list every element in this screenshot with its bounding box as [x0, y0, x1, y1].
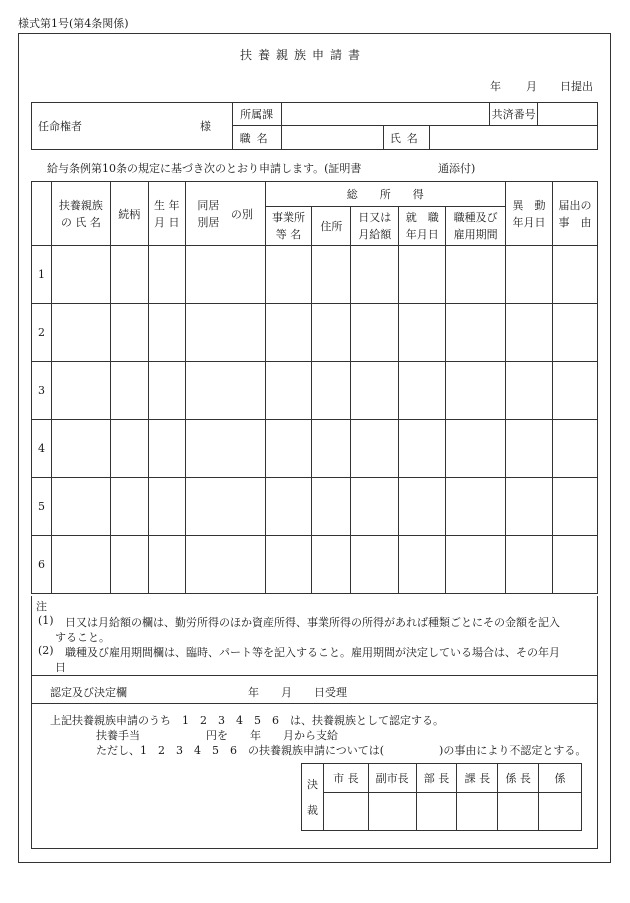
approval-seal-vice-mayor[interactable] [368, 793, 416, 831]
authority-label: 任命権者 [38, 120, 82, 133]
col-birth: 生 年 月 日 [148, 182, 185, 246]
approval-title-mayor: 市 長 [323, 764, 368, 793]
col-business: 事業所 等 名 [265, 207, 312, 246]
decision-received: 年 月 日受理 [248, 686, 347, 699]
approval-title-staff: 係 [539, 764, 582, 793]
table-row [32, 536, 598, 594]
col-reason: 届出の 事 由 [552, 182, 597, 246]
header-table [31, 102, 598, 150]
approval-title-section-head: 課 長 [457, 764, 498, 793]
col-address: 住所 [312, 207, 351, 246]
approval-seal-chief[interactable] [498, 793, 539, 831]
col-income-group: 総 所 得 [265, 182, 506, 207]
date-month: 月 [526, 80, 537, 93]
notes-heading: 注 [36, 600, 47, 613]
approval-title-vice-mayor: 副市長 [368, 764, 416, 793]
row-number-header [32, 182, 52, 246]
dependents-table [31, 181, 598, 594]
row-number: 5 [32, 478, 52, 536]
job-field[interactable] [281, 126, 384, 150]
row-number: 3 [32, 362, 52, 420]
note-1-number: (1) [38, 614, 54, 627]
decision-line-2: 扶養手当 円を 年 月から支給 [96, 729, 338, 742]
statement-attach: 通添付) [438, 162, 476, 175]
note-1-line-2: すること。 [55, 631, 110, 644]
statement-text: 給与条例第10条の規定に基づき次のとおり申請します。(証明書 [47, 162, 362, 175]
decision-line-3: ただし、1 2 3 4 5 6 の扶養親族申請については( )の事由により不認定とする。 [96, 744, 587, 757]
approval-seal-section-head[interactable] [457, 793, 498, 831]
approval-label: 決 裁 [302, 764, 324, 831]
authority-cell [32, 103, 233, 150]
form-id: 様式第1号(第4条関係) [18, 17, 129, 30]
dept-field[interactable] [281, 103, 490, 126]
name-label: 氏名 [384, 126, 430, 150]
date-day: 日提出 [560, 80, 593, 93]
col-relation: 続柄 [110, 182, 148, 246]
approval-table [301, 763, 582, 831]
name-field[interactable] [430, 126, 598, 150]
col-change-date: 異 動 年月日 [506, 182, 553, 246]
approval-title-chief: 係 長 [498, 764, 539, 793]
job-label: 職名 [232, 126, 281, 150]
note-2-number: (2) [38, 644, 54, 657]
table-row [32, 246, 598, 304]
approval-seal-staff[interactable] [539, 793, 582, 831]
note-1-line-1: 日又は月給額の欄は、勤労所得のほか資産所得、事業所得の所得があれば種類ごとにその金額を記入 [65, 616, 560, 629]
col-daily: 日又は 月給額 [351, 207, 399, 246]
date-year: 年 [490, 80, 501, 93]
col-dependent-name: 扶養親族 の 氏 名 [51, 182, 110, 246]
decision-line-1: 上記扶養親族申請のうち 1 2 3 4 5 6 は、扶養親族として認定する。 [50, 714, 444, 727]
kyosai-field[interactable] [538, 103, 598, 126]
row-number: 4 [32, 420, 52, 478]
col-cohabit: 同居 別居 の別 [185, 182, 265, 246]
sama-label: 様 [200, 120, 211, 133]
table-row [32, 478, 598, 536]
note-2-line-2: 日 [55, 661, 66, 674]
table-row [32, 420, 598, 478]
approval-seal-mayor[interactable] [323, 793, 368, 831]
col-employ-date: 就 職 年月日 [399, 207, 446, 246]
kyosai-label: 共済番号 [490, 103, 538, 126]
dept-label: 所属課 [232, 103, 281, 126]
approval-title-dept-head: 部 長 [416, 764, 457, 793]
row-number: 1 [32, 246, 52, 304]
row-number: 6 [32, 536, 52, 594]
table-row [32, 304, 598, 362]
row-number: 2 [32, 304, 52, 362]
table-row [32, 362, 598, 420]
form-title: 扶養親族申請書 [240, 48, 367, 62]
col-job-type: 職種及び 雇用期間 [446, 207, 506, 246]
note-2-line-1: 職種及び雇用期間欄は、臨時、パート等を記入すること。雇用期間が決定している場合は、その年月 [65, 646, 560, 659]
decision-label: 認定及び決定欄 [50, 686, 127, 699]
approval-seal-dept-head[interactable] [416, 793, 457, 831]
